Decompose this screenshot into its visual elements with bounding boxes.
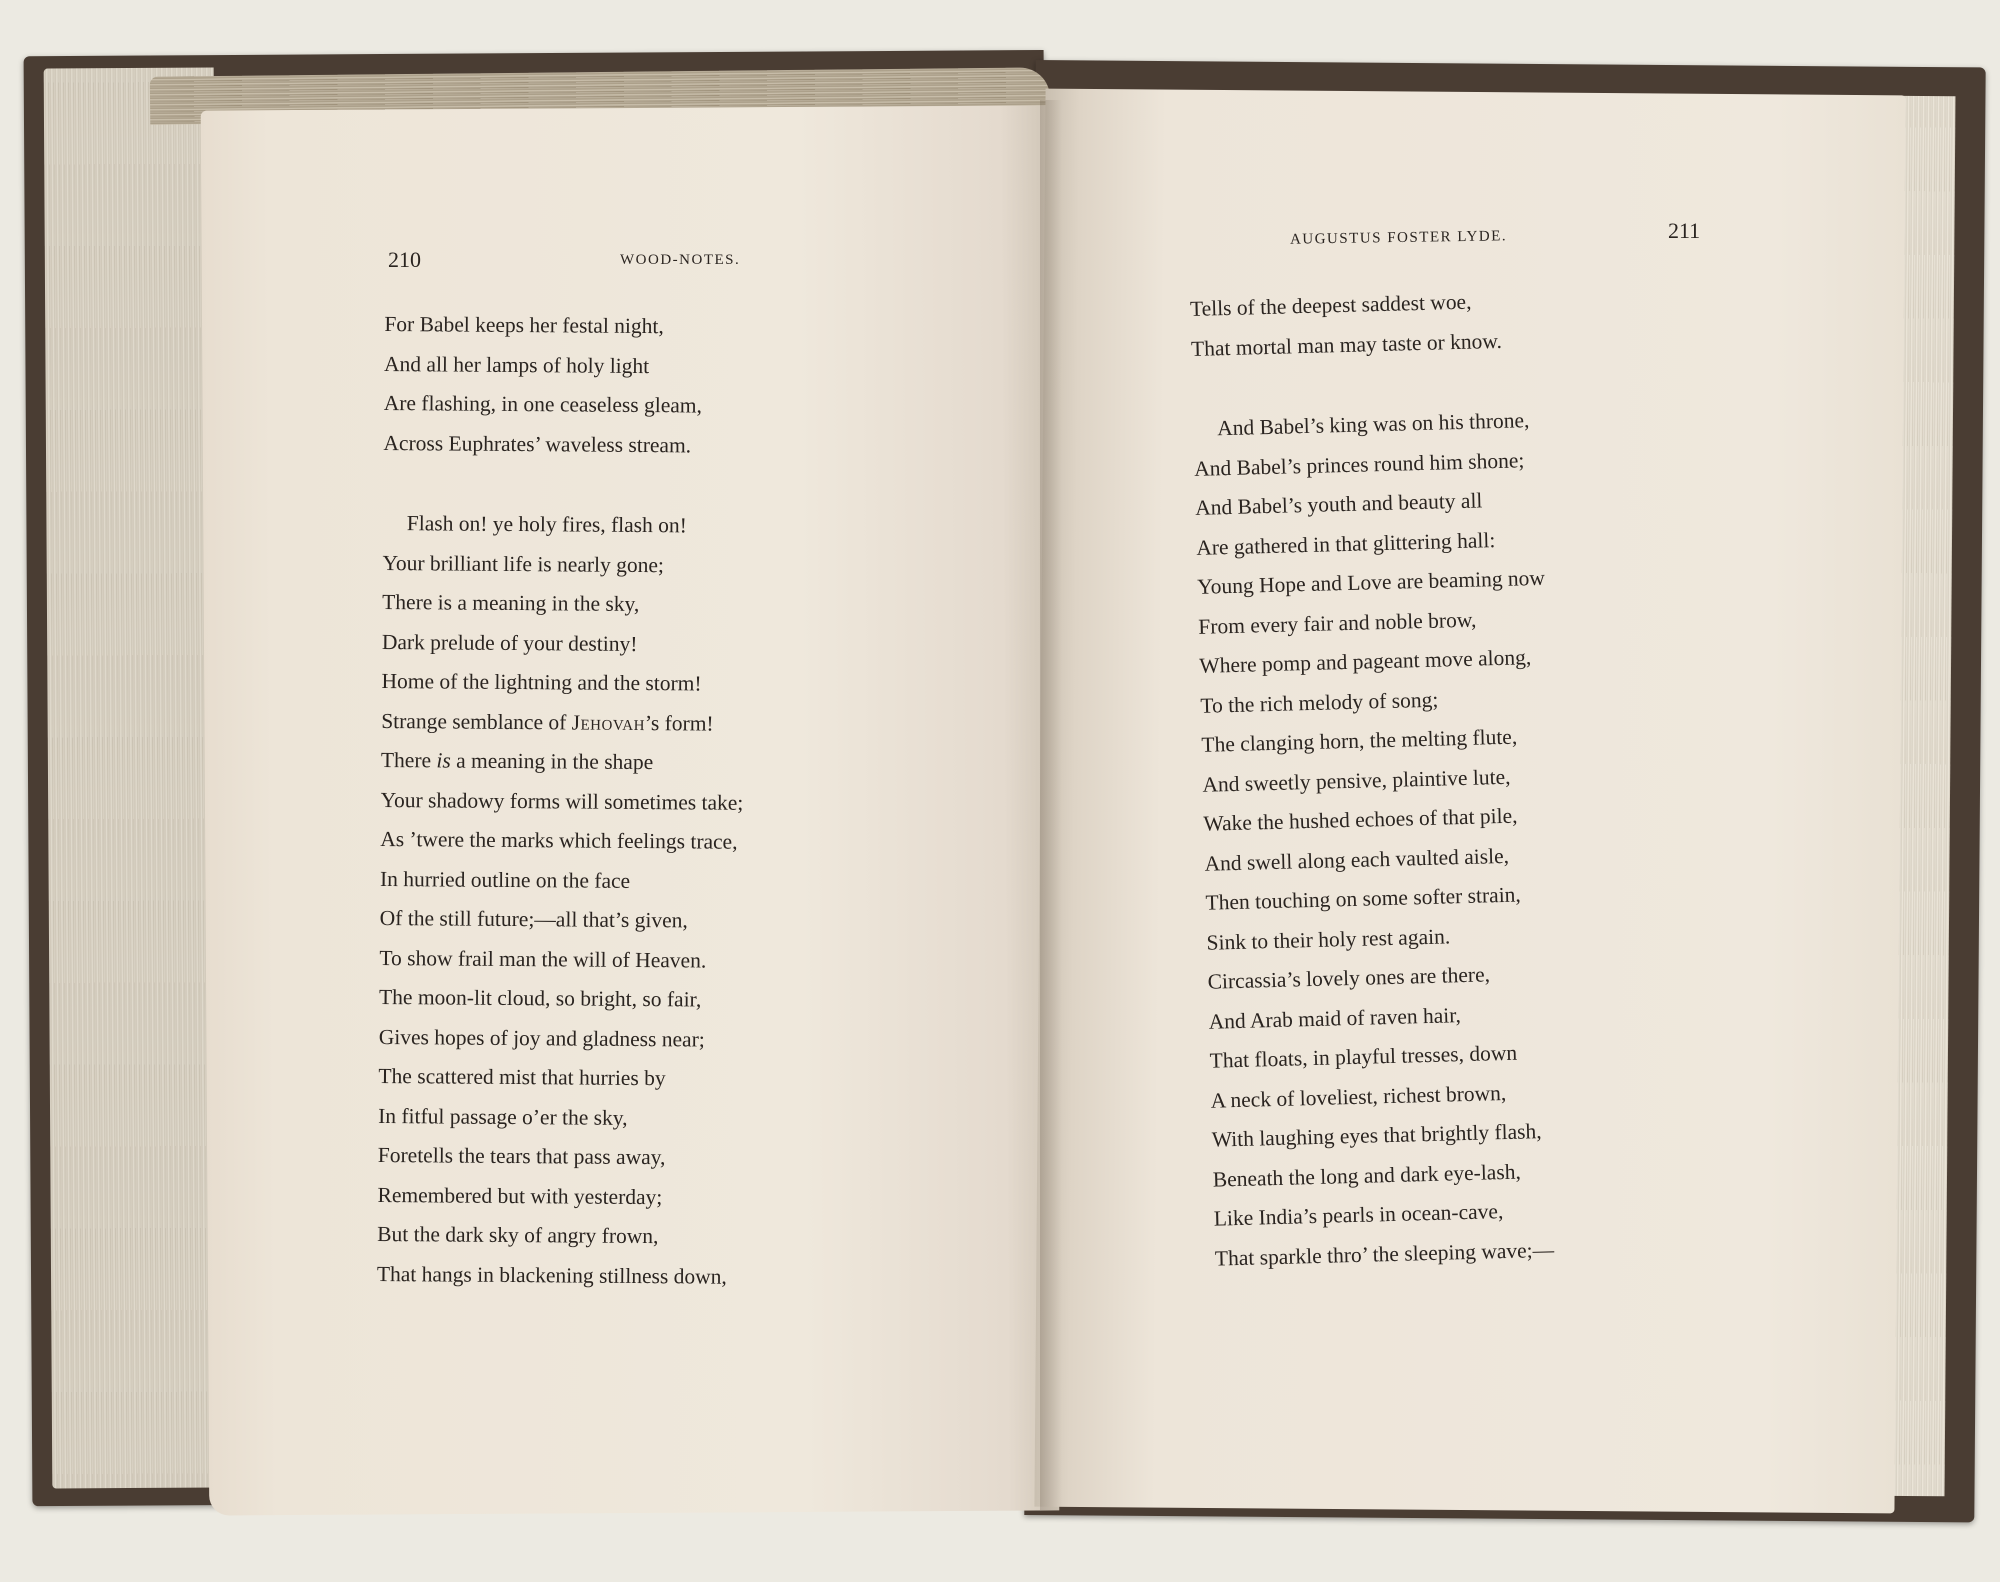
poem-line: Of the still future;—all that’s given, — [379, 905, 688, 933]
poem-line-part: a meaning in the shape — [450, 748, 654, 775]
poem-line: As ’twere the marks which feelings trace, — [380, 826, 738, 854]
poem-line: Like India’s pearls in ocean-cave, — [1213, 1199, 1504, 1231]
poem-line: And Babel’s princes round him shone; — [1193, 447, 1525, 481]
poem-line: Beneath the long and dark eye-lash, — [1212, 1159, 1522, 1192]
poem-line: The scattered mist that hurries by — [378, 1063, 666, 1091]
poem-line: There is a meaning in the sky, — [382, 589, 640, 617]
poem-line: Your brilliant life is nearly gone; — [382, 550, 665, 577]
poem-line: Across Euphrates’ waveless stream. — [383, 430, 692, 457]
left-running-head: WOOD-NOTES. — [620, 252, 741, 268]
poem-line: Sink to their holy rest again. — [1206, 923, 1451, 955]
poem-line: Are gathered in that glittering hall: — [1195, 527, 1496, 560]
poem-line: And all her lamps of holy light — [383, 351, 650, 378]
poem-line: That mortal man may taste or know. — [1190, 328, 1503, 361]
left-poem-text — [377, 245, 748, 1297]
poem-line: Foretells the tears that pass away, — [377, 1142, 666, 1170]
poem-line: With laughing eyes that brightly flash, — [1211, 1119, 1542, 1152]
poem-line: The clanging horn, the melting flute, — [1201, 724, 1518, 757]
poem-line: In hurried outline on the face — [379, 866, 631, 893]
poem-line: And Babel’s youth and beauty all — [1194, 488, 1483, 520]
right-poem-text — [1188, 223, 1563, 1279]
poem-line: Are flashing, in one ceaseless gleam, — [383, 390, 703, 418]
poem-line: For Babel keeps her festal night, — [384, 311, 664, 339]
poem-line: And Babel’s king was on his throne, — [1216, 408, 1530, 441]
poem-line: Home of the lightning and the storm! — [381, 668, 702, 696]
left-page-number: 210 — [388, 247, 421, 272]
book-gutter — [1040, 100, 1062, 1510]
poem-line: But the dark sky of angry frown, — [377, 1221, 659, 1249]
poem-line: From every fair and noble brow, — [1198, 607, 1477, 639]
poem-line: The moon-lit cloud, so bright, so fair, — [378, 984, 702, 1012]
poem-line-part: is — [436, 748, 451, 773]
poem-line-part: ’s form! — [644, 710, 714, 736]
poem-line — [381, 741, 744, 783]
poem-line: Wake the hushed echoes of that pile, — [1203, 803, 1518, 836]
poem-line: To the rich melody of song; — [1200, 687, 1439, 718]
poem-line: And sweetly pensive, plaintive lute, — [1202, 764, 1511, 797]
poem-line: That sparkle thro’ the sleeping wave;— — [1214, 1237, 1555, 1271]
poem-line: And Arab maid of raven hair, — [1208, 1002, 1462, 1034]
poem-line: Then touching on some softer strain, — [1205, 882, 1522, 915]
poem-line: That floats, in playful tresses, down — [1209, 1040, 1518, 1073]
poem-line: And swell along each vaulted aisle, — [1204, 843, 1510, 876]
poem-line-part: There — [380, 747, 437, 773]
poem-line-part: Strange semblance of — [381, 708, 572, 734]
poem-line: Flash on! ye holy fires, flash on! — [406, 511, 687, 538]
page-edges-left — [44, 67, 223, 1488]
poem-line: Dark prelude of your destiny! — [381, 629, 638, 656]
poem-line: Your shadowy forms will sometimes take; — [380, 787, 744, 815]
poem-line: Where pomp and pageant move along, — [1199, 645, 1532, 678]
poem-line: Remembered but with yesterday; — [377, 1182, 663, 1209]
poem-line: Circassia’s lovely ones are there, — [1207, 962, 1491, 994]
poem-line: Young Hope and Love are beaming now — [1196, 565, 1546, 599]
poem-line: Gives hopes of joy and gladness near; — [378, 1024, 705, 1052]
poem-line — [381, 701, 744, 743]
right-running-head: AUGUSTUS FOSTER LYDE. — [1289, 228, 1508, 248]
poem-line: A neck of loveliest, richest brown, — [1210, 1080, 1507, 1113]
poem-line: To show frail man the will of Heaven. — [379, 945, 707, 973]
poem-line: Tells of the deepest saddest woe, — [1189, 289, 1472, 321]
poem-line-part: Jehovah — [571, 709, 646, 735]
poem-line: That hangs in blackening stillness down, — [376, 1261, 727, 1289]
right-page-number: 211 — [1668, 218, 1701, 243]
poem-line: In fitful passage o’er the sky, — [378, 1103, 628, 1130]
